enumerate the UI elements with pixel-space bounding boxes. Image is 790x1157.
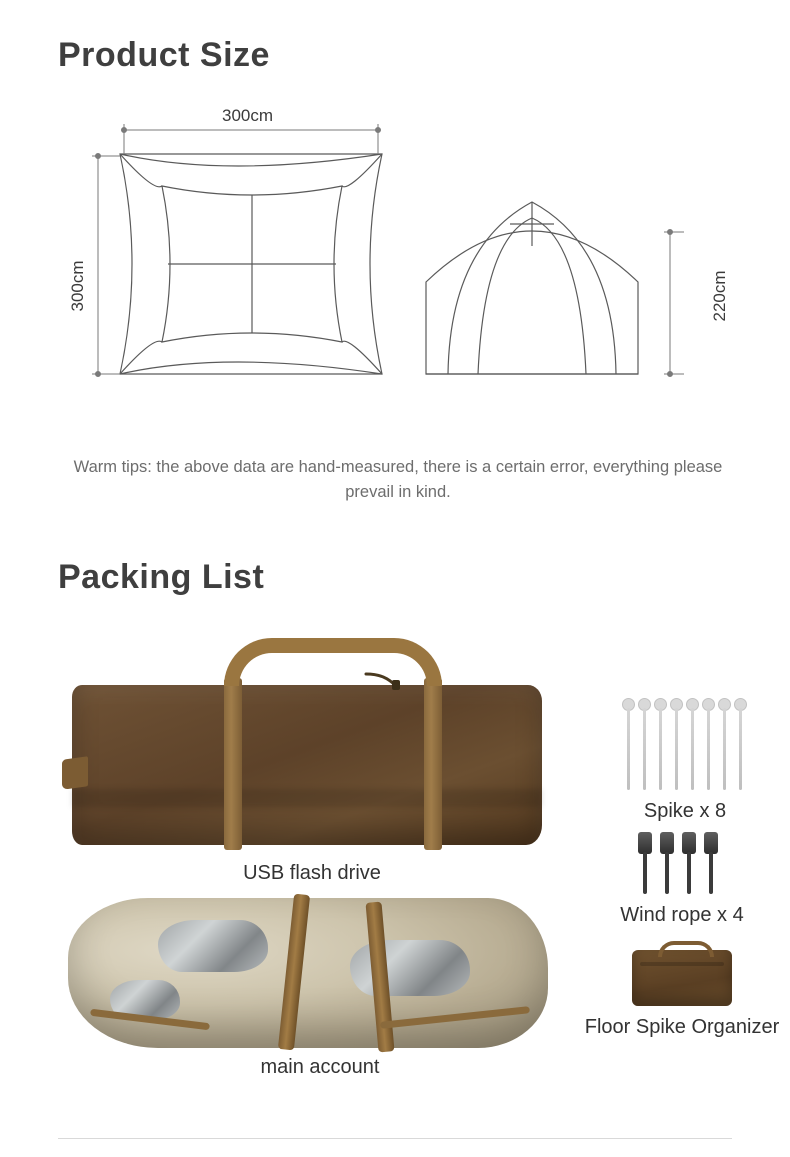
carry-bag-illustration bbox=[62, 630, 562, 884]
wind-rope-1 bbox=[636, 832, 654, 894]
spike-shaft bbox=[707, 708, 710, 790]
rope-line bbox=[665, 852, 669, 894]
spikes-illustration bbox=[622, 698, 748, 790]
wind-ropes-illustration bbox=[636, 832, 732, 894]
caption-spike-count: Spike x 8 bbox=[643, 800, 727, 822]
carry-bag-side-tab bbox=[62, 756, 88, 790]
spike-shaft bbox=[739, 708, 742, 790]
rope-line bbox=[643, 852, 647, 894]
footer-divider bbox=[58, 1138, 732, 1139]
wind-rope-4 bbox=[702, 832, 720, 894]
page-title-product-size: Product Size bbox=[58, 36, 270, 74]
spike-shaft bbox=[675, 708, 678, 790]
caption-wind-rope-count: Wind rope x 4 bbox=[620, 904, 744, 926]
wind-rope-3 bbox=[680, 832, 698, 894]
spike-shaft bbox=[627, 708, 630, 790]
carry-bag-zipper-pull bbox=[362, 672, 432, 690]
spike-5 bbox=[686, 698, 699, 790]
size-diagram bbox=[58, 96, 738, 436]
tent-bundle-silver-panel-2 bbox=[350, 940, 470, 996]
floor-spike-organizer-illustration bbox=[632, 950, 732, 1006]
spike-1 bbox=[622, 698, 635, 790]
spike-shaft bbox=[643, 708, 646, 790]
dimension-label-height: 220cm bbox=[710, 270, 729, 322]
carry-bag-strap-left bbox=[224, 678, 242, 850]
rope-clip-icon bbox=[704, 832, 718, 854]
caption-main-account: main account bbox=[260, 1056, 380, 1078]
spike-6 bbox=[702, 698, 715, 790]
spike-shaft bbox=[691, 708, 694, 790]
caption-usb-flash-drive: USB flash drive bbox=[243, 862, 381, 884]
spike-2 bbox=[638, 698, 651, 790]
packing-list-area bbox=[0, 610, 790, 1110]
rope-clip-icon bbox=[660, 832, 674, 854]
spike-shaft bbox=[659, 708, 662, 790]
spike-7 bbox=[718, 698, 731, 790]
warm-tips-text: Warm tips: the above data are hand-measured, there is a certain error, everything please prevail in kind. bbox=[73, 458, 723, 501]
caption-floor-spike-organizer: Floor Spike Organizer bbox=[584, 1016, 780, 1038]
rope-line bbox=[709, 852, 713, 894]
dimension-label-depth: 300cm bbox=[68, 260, 87, 312]
rope-clip-icon bbox=[682, 832, 696, 854]
spike-3 bbox=[654, 698, 667, 790]
rope-line bbox=[687, 852, 691, 894]
size-diagram-svg bbox=[58, 96, 738, 436]
spike-4 bbox=[670, 698, 683, 790]
spike-8 bbox=[734, 698, 747, 790]
rope-clip-icon bbox=[638, 832, 652, 854]
tent-bundle-roll bbox=[68, 898, 548, 1048]
wind-rope-2 bbox=[658, 832, 676, 894]
carry-bag-strap-right bbox=[424, 678, 442, 850]
tent-bundle-silver-panel-1 bbox=[158, 920, 268, 972]
spike-shaft bbox=[723, 708, 726, 790]
carry-bag-body bbox=[72, 685, 542, 845]
page-title-packing-list: Packing List bbox=[58, 558, 265, 596]
tent-bundle-illustration bbox=[50, 888, 570, 1078]
dimension-label-width: 300cm bbox=[222, 106, 274, 125]
